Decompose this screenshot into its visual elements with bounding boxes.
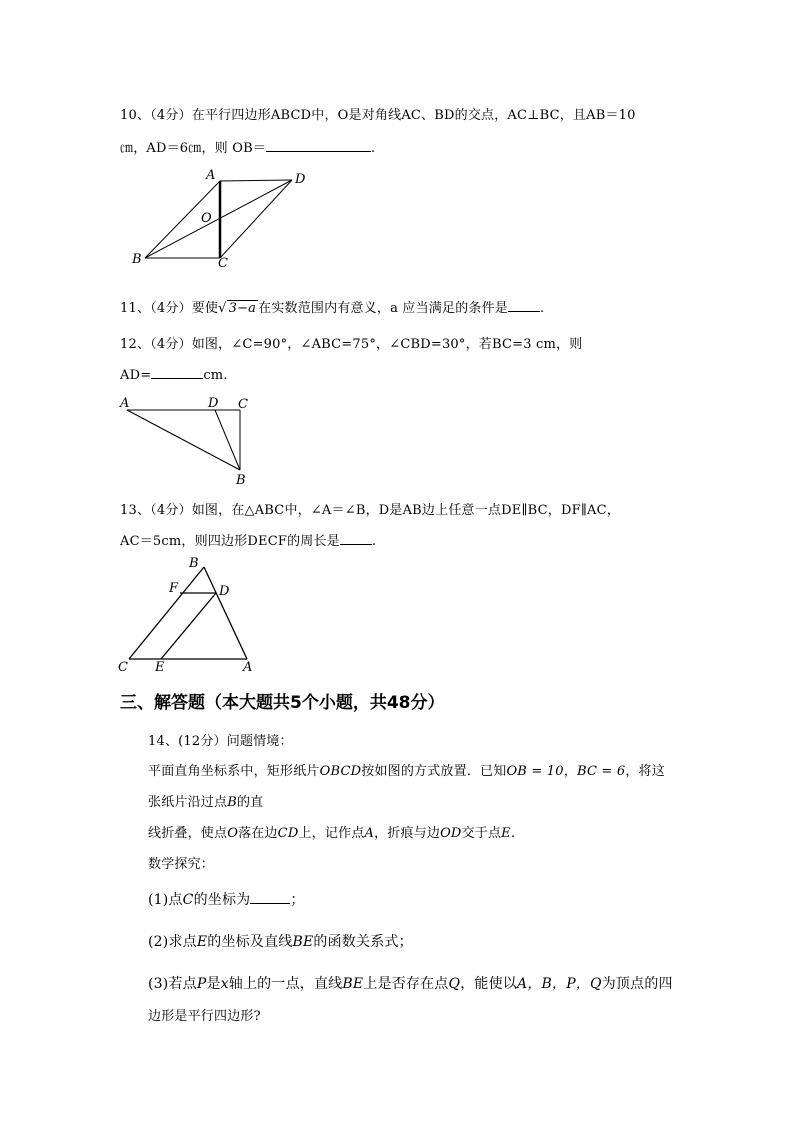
- q14-sub3-text-c: 轴上的一点，直线: [228, 976, 343, 992]
- q11-radicand: 3−a: [228, 301, 257, 316]
- q14-sub1-text-a: 点: [168, 892, 183, 908]
- q14-p1-text-a: 平面直角坐标系中，矩形纸片: [148, 764, 320, 779]
- q11-line: 11、（4分）要使√ 3−a 在实数范围内有意义，a 应当满足的条件是 .: [120, 301, 545, 316]
- q10-line2-prefix: ㎝，AD＝6㎝，则 OB＝: [120, 141, 267, 156]
- q14-sub3-text-e: ，能使以: [460, 976, 518, 992]
- q14-sub2-text-c: 的函数关系式；: [313, 934, 413, 950]
- label-c: C: [238, 397, 248, 412]
- label-b: B: [236, 473, 246, 487]
- q14-p1-ob: OB = 10: [506, 764, 564, 779]
- q13-line1: 13、（4分）如图，在△ABC中，∠A＝∠B，D是AB边上任意一点DE∥BC，DF∥AC，: [120, 503, 620, 518]
- q14-p3-text-d: ，折痕与边: [374, 826, 441, 841]
- q14-p3-od: OD: [440, 826, 462, 841]
- q12-line2-prefix: AD=: [120, 368, 152, 383]
- q14-p3-text-f: .: [510, 826, 516, 841]
- q14-sub2-e: E: [196, 934, 208, 950]
- q13-answer-blank[interactable]: [340, 532, 372, 545]
- q14-sub3-text-a: 若点: [168, 976, 197, 992]
- edge-ad: [220, 180, 292, 181]
- q14-p2-text-b: 的直: [236, 795, 264, 810]
- q14-paragraph-line3: [148, 822, 515, 841]
- label-c: C: [118, 660, 128, 675]
- segment-db: [215, 410, 240, 470]
- q14-paragraph-line1: [148, 760, 665, 779]
- segment-ba: [204, 567, 247, 659]
- q14-sub3-x: x: [220, 976, 229, 992]
- q14-p3-text-a: 线折叠，使点: [148, 826, 228, 841]
- q11-answer-blank[interactable]: [508, 299, 540, 312]
- label-a: A: [206, 168, 216, 183]
- q14-sub2-text-b: 的坐标及直线: [207, 934, 293, 950]
- q14-p3-cd: CD: [277, 826, 299, 841]
- q11-prefix: 11、（4分）要使: [120, 301, 219, 316]
- q14-p3-text-e: 交于点: [461, 826, 502, 841]
- q14-p3-e: E: [501, 826, 511, 841]
- q14-sub2-be: BE: [292, 934, 314, 950]
- label-f: F: [169, 581, 179, 596]
- q14-p1-sep: ，: [563, 764, 577, 779]
- q14-sub3-text-b: 是: [206, 976, 221, 992]
- q12-triangle-figure: [114, 392, 264, 491]
- q14-sub1-answer-blank[interactable]: [250, 891, 290, 904]
- q12-line2: [120, 366, 228, 383]
- q14-p2-text-a: 张纸片沿过点: [148, 795, 228, 810]
- q14-sub3: [148, 973, 673, 993]
- label-o: O: [201, 211, 212, 226]
- edge-cd: [220, 180, 292, 258]
- q14-p3-o: O: [227, 826, 239, 841]
- label-d: D: [208, 396, 219, 411]
- q14-sub3-line2: 边形是平行四边形?: [148, 1009, 261, 1024]
- q14-sub3-num: (3): [148, 976, 169, 992]
- section-3-title: 三、解答题（本大题共5个小题，共48分）: [120, 693, 445, 713]
- q14-p1-obcd: OBCD: [319, 764, 362, 779]
- q11-end: .: [540, 301, 545, 316]
- q10-answer-blank[interactable]: [266, 139, 371, 152]
- label-e: E: [155, 660, 165, 675]
- segment-ab: [127, 410, 240, 470]
- segment-bc: [129, 567, 204, 659]
- q14-sub2-num: (2): [148, 934, 169, 950]
- q14-sub1-text-b: 的坐标为: [193, 892, 251, 908]
- q14-sub3-q: Q: [448, 976, 461, 992]
- q14-p2-b: B: [227, 795, 237, 810]
- q14-sub3-be: BE: [342, 976, 364, 992]
- q14-p1-bc: BC = 6: [576, 764, 626, 779]
- diagonal-bd: [145, 180, 292, 258]
- label-c: C: [218, 256, 228, 271]
- q14-sub1-num: (1): [148, 892, 169, 908]
- q14-sub1: [148, 889, 305, 909]
- q10-line2: [120, 137, 375, 156]
- q10-line1: 10、（4分）在平行四边形ABCD中，O是对角线AC、BD的交点，AC⊥BC，且AB＝10: [120, 108, 636, 123]
- q12-answer-blank[interactable]: [151, 366, 203, 379]
- label-b: B: [189, 556, 199, 571]
- q14-p3-text-c: 上，记作点: [298, 826, 365, 841]
- q13-line2: [120, 530, 376, 549]
- q14-p3-text-b: 落在边: [238, 826, 278, 841]
- q14-sub2-text-a: 求点: [168, 934, 197, 950]
- q14-sub2: [148, 931, 413, 951]
- q14-paragraph-line2: [148, 791, 263, 810]
- q14-p1-text-c: ，将这: [625, 764, 665, 779]
- q14-sub3-p: P: [196, 976, 207, 992]
- q14-sub1-c: C: [182, 892, 194, 908]
- q14-explore-label: 数学探究：: [148, 857, 215, 872]
- q14-header: 14、(12分）问题情境：: [148, 734, 293, 749]
- q14-p1-text-b: 按如图的方式放置．已知: [361, 764, 507, 779]
- q10-line2-suffix: .: [371, 141, 376, 156]
- q14-sub3-text-d: 上是否存在点: [363, 976, 449, 992]
- q10-parallelogram-figure: [128, 164, 318, 278]
- q14-sub1-end: ；: [290, 892, 305, 908]
- q13-line2-suffix: .: [371, 534, 377, 549]
- q14-p3-a: A: [364, 826, 375, 841]
- q12-line2-suffix: cm.: [203, 368, 228, 383]
- label-a: A: [243, 660, 253, 675]
- q11-suffix: 在实数范围内有意义，a 应当满足的条件是: [258, 301, 509, 316]
- label-d: D: [219, 584, 230, 599]
- q13-triangle-figure: [112, 554, 262, 680]
- q14-sub3-vars: A，B，P，Q: [517, 976, 602, 992]
- q14-sub3-text-f: 为顶点的四: [601, 976, 673, 992]
- label-d: D: [295, 172, 306, 187]
- segment-de: [161, 593, 216, 659]
- label-a: A: [120, 396, 130, 411]
- label-b: B: [132, 252, 142, 267]
- q12-line1: 12、（4分）如图，∠C=90°，∠ABC=75°，∠CBD=30°，若BC=3 cm，则: [120, 337, 583, 352]
- q13-line2-prefix: AC＝5cm，则四边形DECF的周长是: [120, 534, 340, 549]
